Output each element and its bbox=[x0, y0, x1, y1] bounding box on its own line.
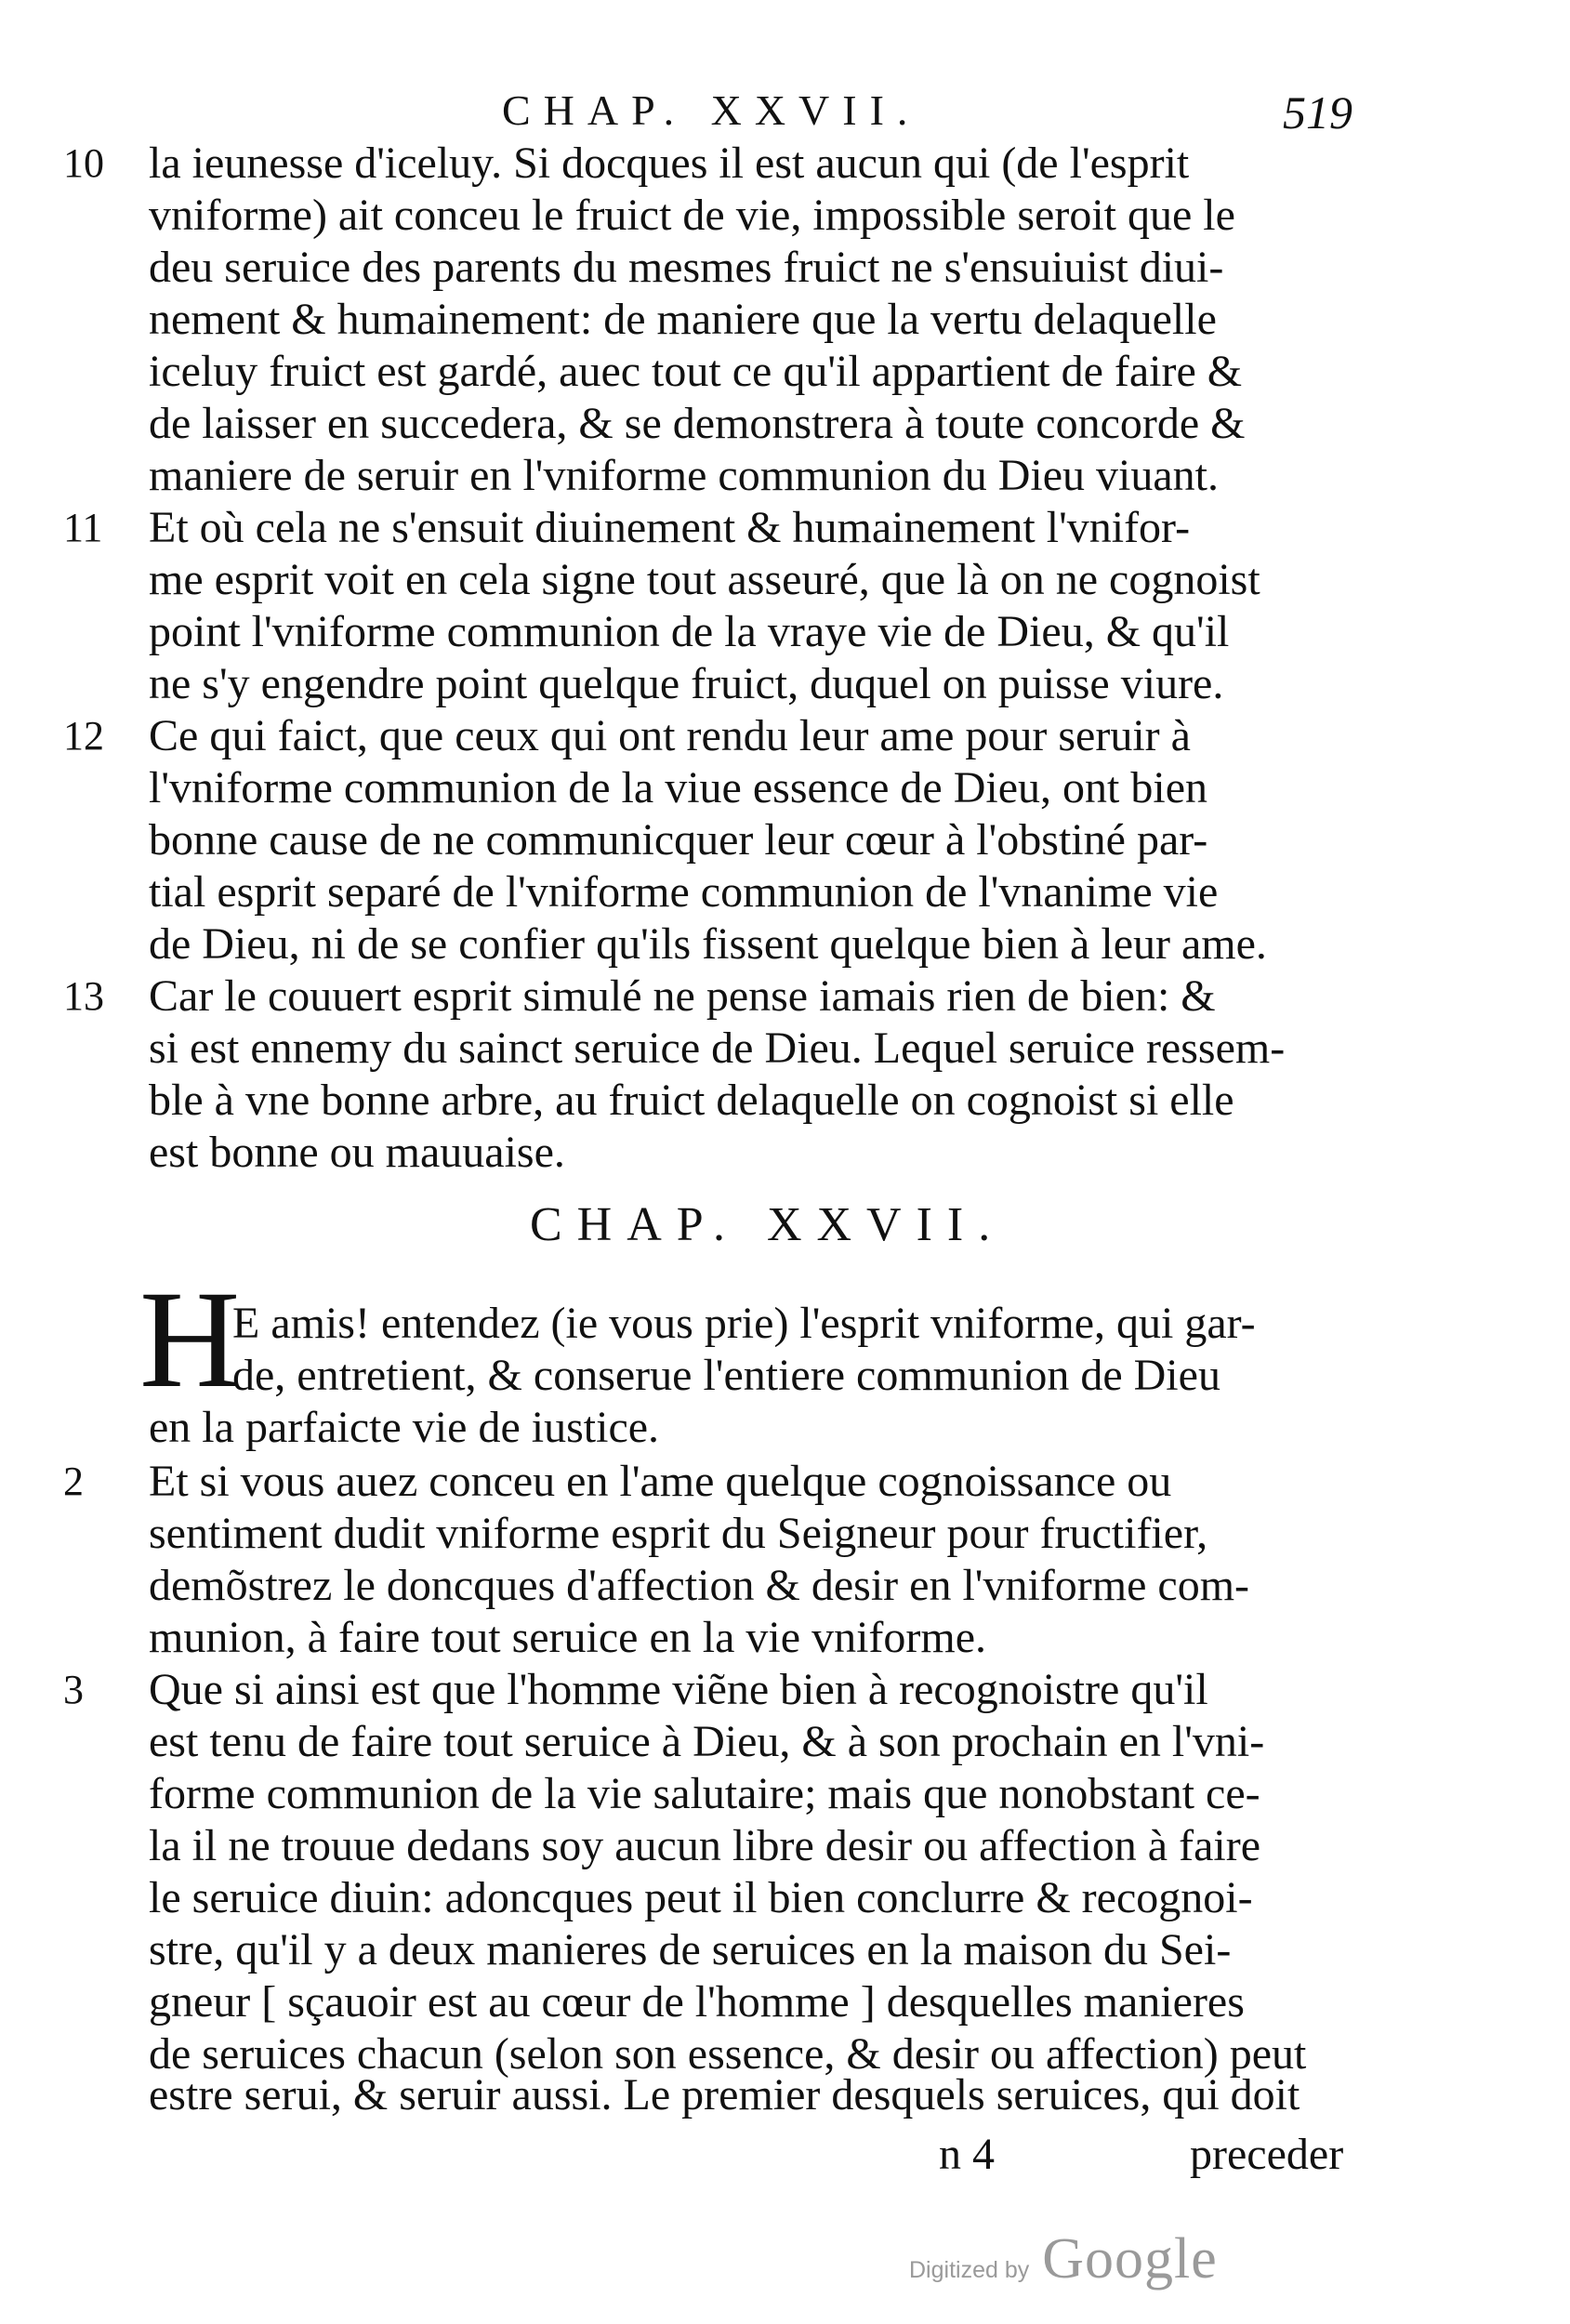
verse-number: 11 bbox=[63, 505, 103, 550]
text-line: en la parfaicte vie de iustice. bbox=[149, 1403, 660, 1452]
verse-number: 12 bbox=[63, 713, 104, 759]
chapter-heading: CHAP. XXVII. bbox=[530, 1198, 1006, 1251]
text-line: Et si vous auez conceu en l'ame quelque cognoissance ou bbox=[149, 1457, 1172, 1506]
verse-number: 10 bbox=[63, 140, 104, 186]
signature-mark: n 4 bbox=[939, 2130, 995, 2179]
running-head: CHAP. XXVII. bbox=[502, 86, 921, 134]
text-line: si est ennemy du sainct seruice de Dieu. Lequel seruice ressem- bbox=[149, 1023, 1286, 1073]
text-line: de, entretient, & conserue l'entiere communion de Dieu bbox=[232, 1351, 1220, 1400]
text-line: iceluy fruict est gardé, auec tout ce qu'il appartient de faire & bbox=[149, 347, 1243, 396]
text-line: est bonne ou mauuaise. bbox=[149, 1128, 565, 1177]
verse-number: 3 bbox=[63, 1667, 84, 1712]
digitized-by-label: Digitized by bbox=[909, 2257, 1030, 2283]
text-line: nement & humainement: de maniere que la vertu delaquelle bbox=[149, 295, 1217, 344]
text-line: la il ne trouue dedans soy aucun libre desir ou affection à faire bbox=[149, 1821, 1260, 1870]
text-line: vniforme) ait conceu le fruict de vie, impossible seroit que le bbox=[149, 191, 1235, 240]
verse-number: 2 bbox=[63, 1459, 84, 1504]
text-line: est tenu de faire tout seruice à Dieu, & à son prochain en l'vni- bbox=[149, 1717, 1265, 1766]
text-line: tial esprit separé de l'vniforme communion de l'vnanime vie bbox=[149, 867, 1219, 917]
text-line: E amis! entendez (ie vous prie) l'esprit vniforme, qui gar- bbox=[232, 1299, 1256, 1348]
text-line: gneur [ sçauoir est au cœur de l'homme ] desquelles manieres bbox=[149, 1977, 1245, 2027]
drop-cap: H bbox=[139, 1262, 241, 1417]
verse-number: 13 bbox=[63, 973, 104, 1019]
text-line: de Dieu, ni de se confier qu'ils fissent quelque bien à leur ame. bbox=[149, 919, 1267, 969]
text-line: le seruice diuin: adoncques peut il bien conclurre & recognoi- bbox=[149, 1873, 1253, 1922]
text-line: de laisser en succedera, & se demonstrera à toute concorde & bbox=[149, 399, 1246, 448]
text-line: de seruices chacun (selon son essence, & desir ou affection) peut bbox=[149, 2029, 1307, 2079]
text-line: ne s'y engendre point quelque fruict, duquel on puisse viure. bbox=[149, 659, 1224, 708]
text-line: deu seruice des parents du mesmes fruict ne s'ensuiuist diui- bbox=[149, 243, 1224, 292]
text-line: Ce qui faict, que ceux qui ont rendu leur ame pour seruir à bbox=[149, 711, 1191, 760]
text-line: munion, à faire tout seruice en la vie vniforme. bbox=[149, 1613, 987, 1662]
text-line: forme communion de la vie salutaire; mais que nonobstant ce- bbox=[149, 1769, 1260, 1818]
text-line: ble à vne bonne arbre, au fruict delaquelle on cognoist si elle bbox=[149, 1076, 1234, 1125]
text-line: demõstrez le doncques d'affection & desir en l'vniforme com- bbox=[149, 1561, 1250, 1610]
text-line: maniere de seruir en l'vniforme communion du Dieu viuant. bbox=[149, 451, 1219, 500]
catchword: preceder bbox=[1190, 2130, 1344, 2179]
text-line: Que si ainsi est que l'homme viẽne bien à recognoistre qu'il bbox=[149, 1665, 1208, 1714]
text-line: l'vniforme communion de la viue essence de Dieu, ont bien bbox=[149, 763, 1207, 812]
text-line: la ieunesse d'iceluy. Si docques il est aucun qui (de l'esprit bbox=[149, 139, 1190, 188]
text-line: point l'vniforme communion de la vraye vie de Dieu, & qu'il bbox=[149, 607, 1230, 656]
page-number: 519 bbox=[1283, 86, 1352, 139]
google-logo: Google bbox=[1042, 2227, 1218, 2291]
text-line: Et où cela ne s'ensuit diuinement & humainement l'vnifor- bbox=[149, 503, 1191, 552]
text-line: sentiment dudit vniforme esprit du Seigneur pour fructifier, bbox=[149, 1509, 1208, 1558]
text-line: estre serui, & seruir aussi. Le premier desquels seruices, qui doit bbox=[149, 2070, 1300, 2119]
text-line: bonne cause de ne communicquer leur cœur à l'obstiné par- bbox=[149, 815, 1208, 865]
digitization-watermark bbox=[909, 2226, 1218, 2292]
text-line: me esprit voit en cela signe tout asseuré, que là on ne cognoist bbox=[149, 555, 1260, 604]
text-line: Car le couuert esprit simulé ne pense iamais rien de bien: & bbox=[149, 971, 1216, 1021]
text-line: stre, qu'il y a deux manieres de seruices en la maison du Sei- bbox=[149, 1925, 1232, 1974]
